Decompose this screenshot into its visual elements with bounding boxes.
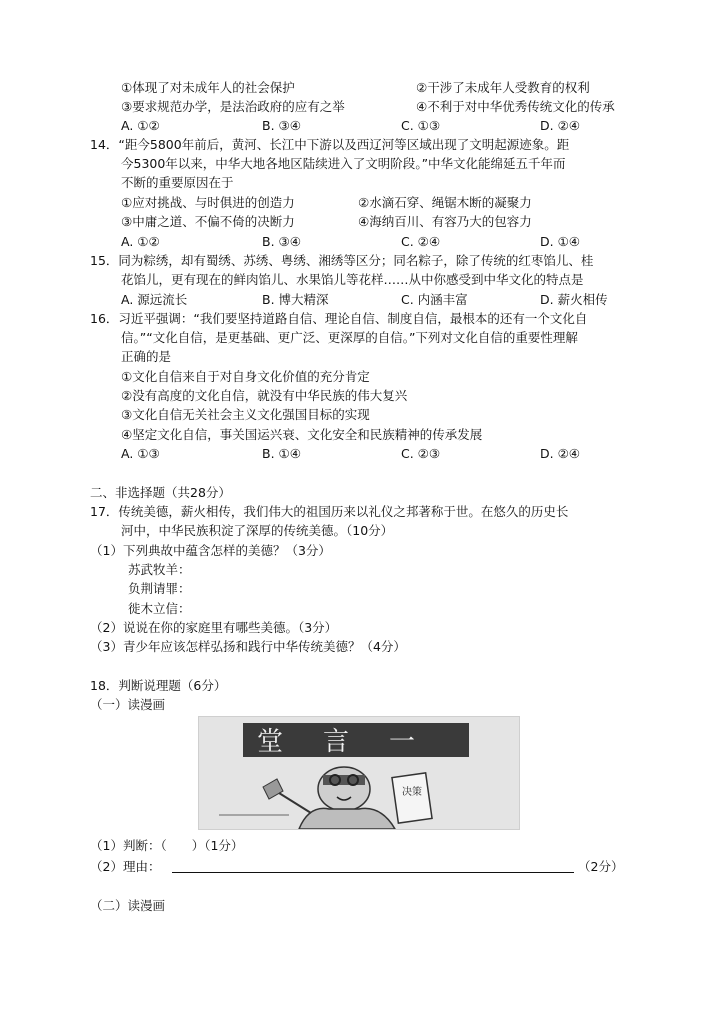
q16-option-c: C. ②③ xyxy=(401,446,441,461)
q13-option-a: A. ①② xyxy=(121,118,160,133)
q14-statement-1: ①应对挑战、与时俱进的创造力 xyxy=(121,195,295,210)
q18-reason-answer-line[interactable] xyxy=(172,872,574,873)
q15-option-b: B. 博大精深 xyxy=(262,292,329,307)
cartoon-drawing xyxy=(199,717,519,829)
q16-option-d: D. ②④ xyxy=(540,446,580,461)
cartoon-document-text: 决策 xyxy=(402,787,422,798)
q14-statement-4: ④海纳百川、有容乃大的包容力 xyxy=(358,214,532,229)
q16-stem-line-1: 16．习近平强调：“我们要坚持道路自信、理论自信、制度自信，最根本的还有一个文化自 xyxy=(90,311,588,326)
cartoon-banner-text: 堂言一 xyxy=(256,727,456,757)
q14-option-d: D. ①④ xyxy=(540,234,580,249)
q13-statement-1: ①体现了对未成年人的社会保护 xyxy=(121,80,295,95)
q16-statement-4: ④坚定文化自信，事关国运兴衰、文化安全和民族精神的传承发展 xyxy=(121,427,483,442)
q14-statement-2: ②水滴石穿、绳锯木断的凝聚力 xyxy=(358,195,532,210)
q13-option-d: D. ②④ xyxy=(540,118,580,133)
q14-statement-3: ③中庸之道、不偏不倚的决断力 xyxy=(121,214,295,229)
q14-option-a: A. ①② xyxy=(121,234,160,249)
q18-part-2-label: （二）读漫画 xyxy=(90,898,166,913)
q17-item-fujing: 负荆请罪： xyxy=(128,581,191,596)
q16-stem-line-3: 正确的是 xyxy=(121,349,172,364)
cartoon-image xyxy=(198,716,520,830)
q17-stem-line-1: 17．传统美德，薪火相传，我们伟大的祖国历来以礼仪之邦著称于世。在悠久的历史长 xyxy=(90,504,569,519)
q17-item-suwu: 苏武牧羊： xyxy=(128,562,191,577)
q13-option-c: C. ①③ xyxy=(401,118,441,133)
q17-part-2: （2）说说在你的家庭里有哪些美德。（3分） xyxy=(90,620,338,635)
q16-statement-2: ②没有高度的文化自信，就没有中华民族的伟大复兴 xyxy=(121,388,408,403)
q18-title: 18．判断说理题（6分） xyxy=(90,678,227,693)
q17-item-ximu: 徙木立信： xyxy=(128,601,191,616)
q13-statement-3: ③要求规范办学，是法治政府的应有之举 xyxy=(121,99,345,114)
q14-stem-line-2: 今5300年以来，中华大地各地区陆续进入了文明阶段。”中华文化能绵延五千年而 xyxy=(121,156,566,171)
q13-option-b: B. ③④ xyxy=(262,118,301,133)
q18-reason-label: （2）理由： xyxy=(90,859,161,874)
q17-stem-line-2: 河中，中华民族积淀了深厚的传统美德。（10分） xyxy=(121,523,394,538)
q15-stem-line-1: 15．同为粽绣，却有蜀绣、苏绣、粤绣、湘绣等区分；同名粽子，除了传统的红枣馅儿、桂 xyxy=(90,253,594,268)
q15-option-d: D. 薪火相传 xyxy=(540,292,608,307)
q16-option-b: B. ①④ xyxy=(262,446,301,461)
q13-statement-4: ④不利于对中华优秀传统文化的传承 xyxy=(416,99,615,114)
q18-part-1-label: （一）读漫画 xyxy=(90,697,166,712)
q17-part-3: （3）青少年应该怎样弘扬和践行中华传统美德？（4分） xyxy=(90,639,406,654)
q13-statement-2: ②干涉了未成年人受教育的权利 xyxy=(416,80,590,95)
q16-option-a: A. ①③ xyxy=(121,446,160,461)
section-2-title: 二、非选择题（共28分） xyxy=(90,485,231,500)
q14-option-c: C. ②④ xyxy=(401,234,441,249)
q15-stem-line-2: 花馅儿，更有现在的鲜肉馅儿、水果馅儿等花样……从中你感受到中华文化的特点是 xyxy=(121,272,584,287)
q16-statement-3: ③文化自信无关社会主义文化强国目标的实现 xyxy=(121,407,370,422)
q15-option-c: C. 内涵丰富 xyxy=(401,292,468,307)
q14-option-b: B. ③④ xyxy=(262,234,301,249)
q18-judge-line: （1）判断：（ ）（1分） xyxy=(90,838,244,853)
q14-stem-line-3: 不断的重要原因在于 xyxy=(121,175,234,190)
q15-option-a: A. 源远流长 xyxy=(121,292,188,307)
q16-stem-line-2: 信。”“文化自信，是更基础、更广泛、更深厚的自信。”下列对文化自信的重要性理解 xyxy=(121,330,578,345)
q18-reason-score: （2分） xyxy=(578,859,624,874)
q16-statement-1: ①文化自信来自于对自身文化价值的充分肯定 xyxy=(121,369,370,384)
q14-stem-line-1: 14．“距今5800年前后，黄河、长江中下游以及西辽河等区域出现了文明起源迹象。距 xyxy=(90,137,570,152)
q17-part-1: （1）下列典故中蕴含怎样的美德？（3分） xyxy=(90,543,331,558)
